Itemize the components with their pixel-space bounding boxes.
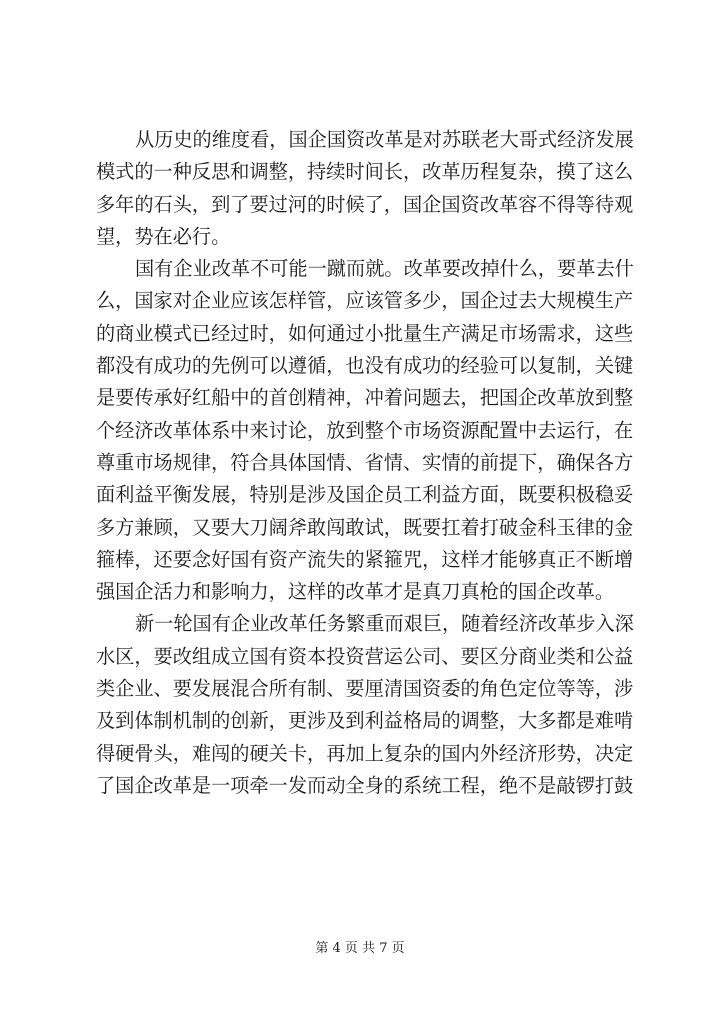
paragraph-2-line-1: 国有企业改革不可能一蹴而就。改革要改掉什么，要革去什: [135, 257, 634, 281]
page-number-footer: 第 4 页 共 7 页: [315, 941, 405, 956]
paragraph-2-line-7: 尊重市场规律，符合具体国情、省情、实情的前提下，确保各方: [96, 450, 634, 474]
paragraph-2-line-9: 多方兼顾，又要大刀阔斧敢闯敢试，既要扛着打破金科玉律的金: [96, 515, 634, 539]
paragraph-2-line-4: 都没有成功的先例可以遵循，也没有成功的经验可以复制，关键: [96, 354, 634, 378]
paragraph-2-line-2: 么，国家对企业应该怎样管，应该管多少，国企过去大规模生产: [96, 289, 634, 313]
paragraph-2-line-10: 箍棒，还要念好国有资产流失的紧箍咒，这样才能够真正不断增: [96, 547, 634, 571]
paragraph-3-line-5: 得硬骨头，难闯的硬关卡，再加上复杂的国内外经济形势，决定: [96, 741, 634, 765]
paragraph-1-line-1: 从历史的维度看，国企国资改革是对苏联老大哥式经济发展: [135, 128, 634, 151]
paragraph-1-line-4: 望，势在必行。: [96, 224, 231, 248]
paragraph-2-line-5: 是要传承好红船中的首创精神，冲着问题去，把国企改革放到整: [96, 386, 634, 410]
paragraph-1-line-3: 多年的石头，到了要过河的时候了，国企国资改革容不得等待观: [96, 192, 634, 216]
paragraph-2-line-3: 的商业模式已经过时，如何通过小批量生产满足市场需求，这些: [96, 321, 634, 345]
paragraph-2-line-8: 面利益平衡发展，特别是涉及国企员工利益方面，既要积极稳妥: [96, 483, 634, 507]
paragraph-2-line-6: 个经济改革体系中来讨论，放到整个市场资源配置中去运行，在: [96, 418, 634, 442]
document-body: [96, 124, 632, 802]
paragraph-3-line-2: 水区，要改组成立国有资本投资营运公司、要区分商业类和公益: [96, 644, 634, 668]
paragraph-3-line-6: 了国企改革是一项牵一发而动全身的系统工程，绝不是敲锣打鼓: [96, 773, 634, 797]
paragraph-3-line-1: 新一轮国有企业改革任务繁重而艰巨，随着经济改革步入深: [135, 612, 634, 636]
paragraph-3-line-3: 类企业、要发展混合所有制、要厘清国资委的角色定位等等，涉: [96, 677, 634, 701]
paragraph-3-line-4: 及到体制机制的创新，更涉及到利益格局的调整，大多都是难啃: [96, 709, 634, 733]
paragraph-1-line-2: 模式的一种反思和调整，持续时间长，改革历程复杂，摸了这么: [96, 160, 634, 184]
paragraph-2-line-11: 强国企活力和影响力，这样的改革才是真刀真枪的国企改革。: [96, 580, 615, 604]
